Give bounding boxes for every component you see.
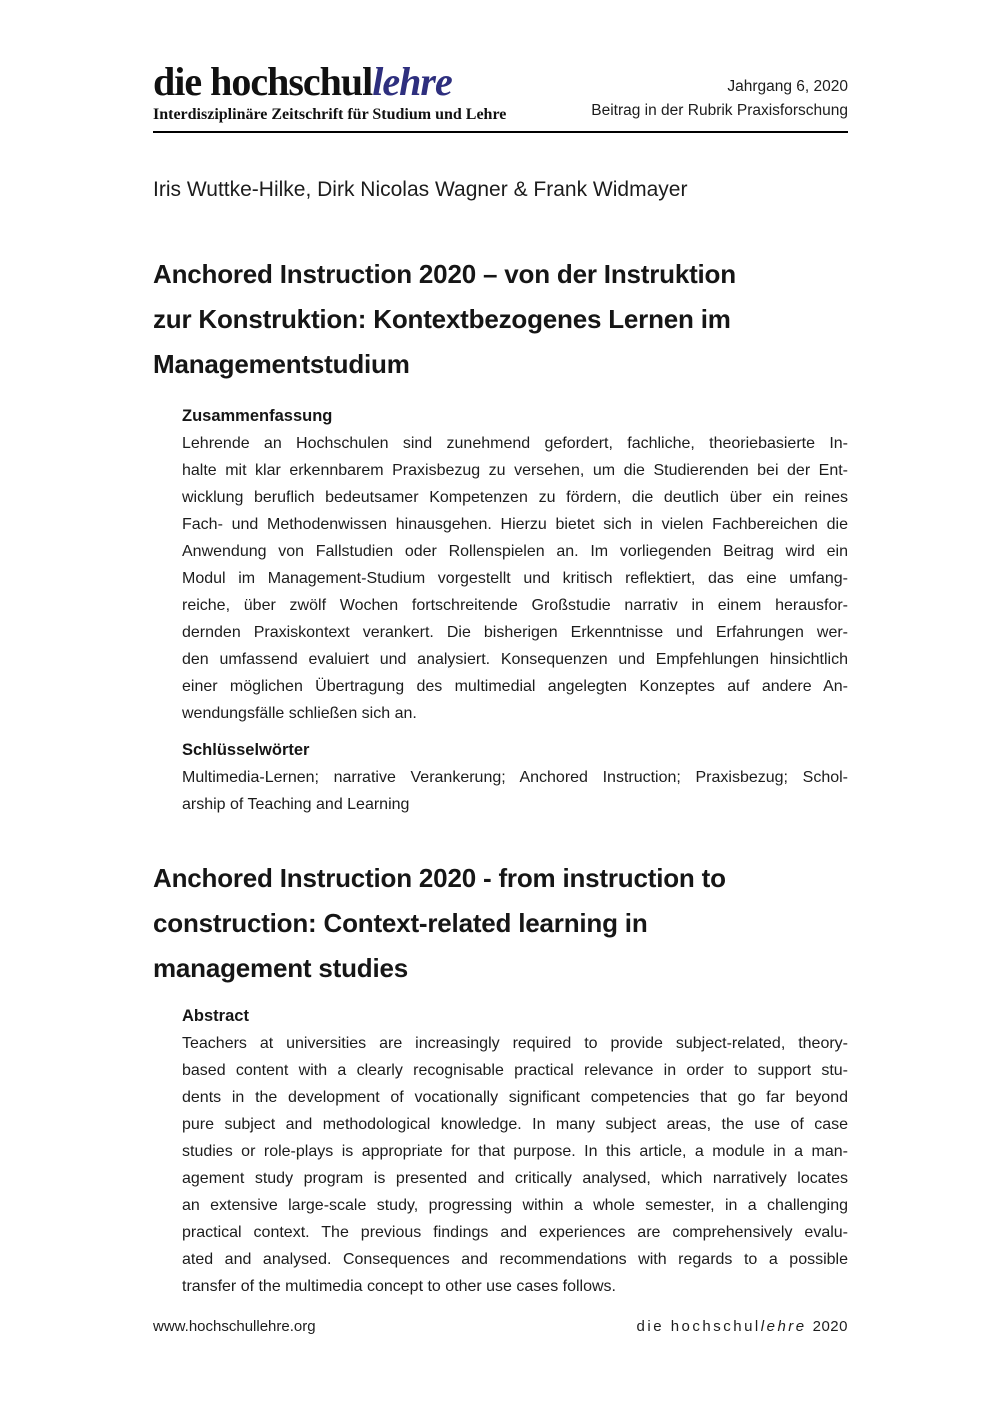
summary-text [182, 430, 848, 727]
abstract-section [182, 1003, 848, 1300]
article-title-german [153, 252, 848, 387]
footer-website-link[interactable]: www.hochschullehre.org [153, 1318, 316, 1335]
article-title-english [153, 856, 848, 991]
footer-journal-year: 2020 [812, 1318, 848, 1335]
abstract-heading: Abstract [182, 1007, 249, 1025]
text-line: zur Konstruktion: Kontextbezogenes Lernen im [153, 304, 731, 334]
journal-logo [153, 59, 507, 124]
text-line: Anchored Instruction 2020 – von der Instruktion [153, 259, 736, 289]
journal-logo-accent: lehre [372, 59, 452, 104]
text-line: Teachers at universities are increasingly required to provide subject-related, theory- [182, 1035, 848, 1052]
text-line: agement study program is presented and critically analysed, which narratively locates [182, 1170, 848, 1187]
text-line: an extensive large-scale study, progressing within a whole semester, in a challenging [182, 1197, 848, 1214]
summary-heading: Zusammenfassung [182, 407, 333, 425]
text-line: wendungsfälle schließen sich an. [182, 705, 417, 722]
issue-rubric: Beitrag in der Rubrik Praxisforschung [591, 102, 848, 120]
text-line: Anchored Instruction 2020 - from instruction to [153, 863, 726, 893]
text-line: ated and analysed. Consequences and recommendations with regards to a possible [182, 1251, 848, 1268]
text-line: studies or role-plays is appropriate for that purpose. In this article, a module in a man- [182, 1143, 848, 1160]
keywords-heading: Schlüsselwörter [182, 741, 310, 759]
text-line: management studies [153, 953, 409, 983]
text-line: Managementstudium [153, 349, 410, 379]
text-line: based content with a clearly recognisable practical relevance in order to support stu- [182, 1062, 848, 1079]
masthead [153, 59, 848, 133]
text-line: dernden Praxiskontext verankert. Die bisherigen Erkenntnisse und Erfahrungen wer- [182, 624, 848, 641]
text-line: dents in the development of vocationally significant competencies that go far beyond [182, 1089, 848, 1106]
article-content [153, 131, 848, 1300]
keywords-section [182, 737, 848, 818]
text-line: reiche, über zwölf Wochen fortschreitende Großstudie narrativ in einem herausfor- [182, 597, 848, 614]
text-line: den umfassend evaluiert und analysiert. Konsequenzen und Empfehlungen hinsichtlich [182, 651, 848, 668]
footer-journal-main: die hochschul [636, 1318, 761, 1335]
text-line: Fach- und Methodenwissen hinausgehen. Hierzu bietet sich in vielen Fachbereichen die [182, 516, 848, 533]
issue-info [591, 75, 848, 124]
issue-volume: Jahrgang 6, 2020 [727, 78, 848, 96]
authors-line: Iris Wuttke-Hilke, Dirk Nicolas Wagner & Frank Widmayer [153, 178, 688, 201]
abstract-text [182, 1030, 848, 1300]
text-line: practical context. The previous findings and experiences are comprehensively evalu- [182, 1224, 848, 1241]
journal-subtitle: Interdisziplinäre Zeitschrift für Studium und Lehre [153, 106, 507, 123]
text-line: arship of Teaching and Learning [182, 796, 410, 813]
text-line: Modul im Management-Studium vorgestellt und kritisch reflektiert, das eine umfang- [182, 570, 848, 587]
text-line: transfer of the multimedia concept to other use cases follows. [182, 1278, 616, 1295]
text-line: Multimedia-Lernen; narrative Verankerung; Anchored Instruction; Praxisbezug; Schol- [182, 769, 848, 786]
summary-section [182, 403, 848, 727]
page-footer [153, 1318, 848, 1335]
text-line: construction: Context-related learning in [153, 908, 648, 938]
text-line: pure subject and methodological knowledge. In many subject areas, the use of case [182, 1116, 848, 1133]
text-line: einer möglichen Übertragung des multimedial angelegten Konzeptes auf andere An- [182, 678, 848, 695]
text-line: Anwendung von Fallstudien oder Rollenspielen an. Im vorliegenden Beitrag wird ein [182, 543, 848, 560]
text-line: Lehrende an Hochschulen sind zunehmend gefordert, fachliche, theoriebasierte In- [182, 435, 848, 452]
text-line: wicklung beruflich bedeutsamer Kompetenzen zu fördern, die deutlich über ein reines [182, 489, 848, 506]
keywords-text [182, 764, 848, 818]
journal-logo-title [153, 59, 506, 104]
footer-journal-name [637, 1318, 848, 1335]
footer-journal-accent: lehre [760, 1318, 807, 1335]
journal-logo-main: die hochschul [153, 59, 373, 104]
text-line: halte mit klar erkennbarem Praxisbezug zu versehen, um die Studierenden bei der Ent- [182, 462, 848, 479]
